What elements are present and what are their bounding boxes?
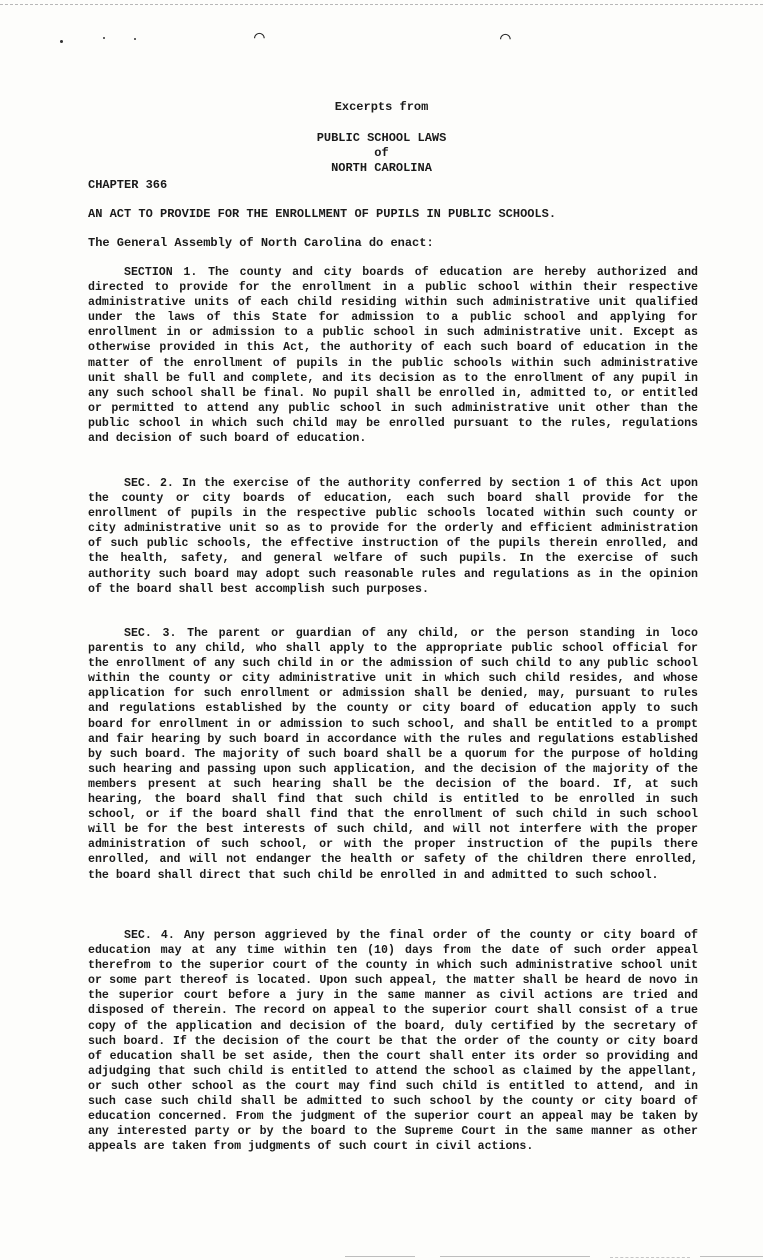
binder-hole-mark: ⌒ bbox=[500, 29, 511, 49]
section-1 bbox=[88, 265, 698, 446]
top-dashed-border bbox=[0, 4, 763, 5]
bottom-edge-line bbox=[610, 1257, 690, 1258]
binder-hole-mark: ⌒ bbox=[254, 28, 265, 48]
of-heading: of bbox=[374, 146, 389, 160]
chapter-number: CHAPTER 366 bbox=[88, 178, 168, 192]
section-2-text: SEC. 2. In the exercise of the authority conferred by section 1 of this Act upon the county or city boards of education, each such board shall provide for the enrollment of pupils in the respective public schools located within such county or city administrative unit so as to provide for the orderly and efficient administration of such public schools, the effective instruction of the pupils therein enrolled, and the health, safety, and general welfare of such pupils. In the exercise of such authority such board may adopt such reasonable rules and regulations as in the opinion of the board shall best accomplish such purposes. bbox=[88, 477, 698, 596]
excerpts-heading: Excerpts from bbox=[334, 100, 429, 114]
state-heading: NORTH CAROLINA bbox=[331, 161, 432, 175]
act-title: AN ACT TO PROVIDE FOR THE ENROLLMENT OF PUPILS IN PUBLIC SCHOOLS. bbox=[88, 207, 557, 221]
bottom-edge-line bbox=[345, 1256, 415, 1257]
enacting-clause: The General Assembly of North Carolina do enact: bbox=[88, 236, 434, 250]
section-4 bbox=[88, 928, 698, 1154]
section-3-text: SEC. 3. The parent or guardian of any child, or the person standing in loco parentis to any child, who shall apply to the appropriate public school official for the enrollment of any such child in or the admission of such child to any public school within the county or city administrative unit in which such child resides, and whose application for such enrollment or admission shall be denied, may, pursuant to rules and regulations established by the county or city board of education apply to such board for enrollment in or admission to such school, and shall be entitled to a prompt and fair hearing by such board in accordance with the rules and regulations established by such board. The majority of such board shall be a quorum for the purpose of holding such hearing and passing upon such application, and the decision of the majority of the members present at such hearing shall be the decision of the board. If, at such hearing, the board shall find that such child is entitled to be enrolled in such school, or if the board shall find that the enrollment of such child in such school will be for the best interests of such child, and will not interfere with the proper administration of such school, or with the proper instruction of the pupils there enrolled, and will not endanger the health or safety of the children there enrolled, the board shall direct that such child be enrolled in and admitted to such school. bbox=[88, 627, 698, 882]
section-2 bbox=[88, 476, 698, 597]
speck-mark bbox=[103, 37, 105, 39]
speck-mark bbox=[60, 40, 63, 43]
speck-mark bbox=[134, 38, 136, 40]
section-4-text: SEC. 4. Any person aggrieved by the final order of the county or city board of education may at any time within ten (10) days from the date of such order appeal therefrom to the superior court of the county in which such administrative school unit or some part thereof is located. Upon such appeal, the matter shall be heard de novo in the superior court before a jury in the same manner as civil actions are tried and disposed of therein. The record on appeal to the superior court shall consist of a true copy of the application and decision of the board, duly certified by the secretary of such board. If the decision of the court be that the order of the county or city board of education shall be set aside, then the court shall enter its order so providing and adjudging that such child is entitled to attend the school as claimed by the appellant, or such other school as the court may find such child is entitled to attend, and in such case such child shall be admitted to such school by the county or city board of education concerned. From the judgment of the superior court an appeal may be taken by any interested party or by the board to the Supreme Court in the same manner as other appeals are taken from judgments of such court in civil actions. bbox=[88, 929, 698, 1154]
laws-heading: PUBLIC SCHOOL LAWS bbox=[316, 131, 447, 145]
bottom-edge-line bbox=[700, 1256, 763, 1257]
section-3 bbox=[88, 626, 698, 883]
bottom-edge-line bbox=[440, 1256, 590, 1257]
section-1-text: SECTION 1. The county and city boards of education are hereby authorized and directed to provide for the enrollment in a public school within their respective administrative units of each child residing within such administrative unit qualified under the laws of this State for admission to a public school and applying for enrollment in or admission to a public school in such administrative unit. Except as otherwise provided in this Act, the authority of each such board of education in the matter of the enrollment of pupils in the public schools within such administrative unit shall be full and complete, and its decision as to the enrollment of any pupil in any such school shall be final. No pupil shall be enrolled in, admitted to, or entitled or permitted to attend any public school in such administrative unit other than the public school in which such child may be enrolled pursuant to the rules, regulations and decision of such board of education. bbox=[88, 266, 698, 446]
